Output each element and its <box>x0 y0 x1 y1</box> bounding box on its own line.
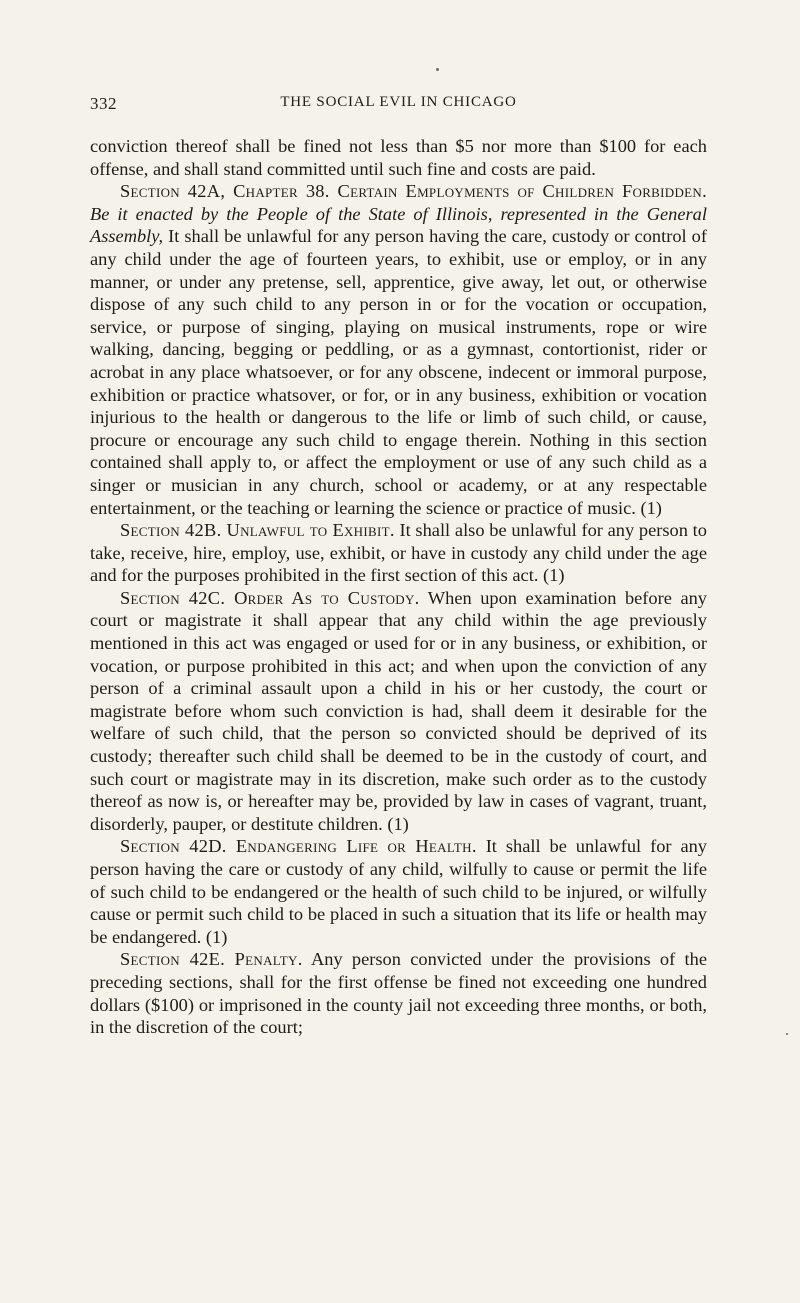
paragraph-continuation <box>90 135 707 180</box>
paragraph-section-42e <box>90 948 707 1038</box>
enacting-clause: Be it enacted by the People of the State of Illinois, represented in the General Assembly, <box>90 203 707 247</box>
paragraph-text: It shall be unlawful for any person having the care or custody of any child, wilfully to cause or permit the life of such child to be endangered or the health of such child to be injured, or wilfully cause or permit such child to be placed in such a situation that its life or health may be endangered. (1) <box>90 836 707 947</box>
running-head <box>90 94 707 118</box>
section-heading: Section 42E. Penalty. <box>120 949 303 970</box>
paragraph-section-42a <box>90 180 707 519</box>
running-title: THE SOCIAL EVIL IN CHICAGO <box>280 94 517 110</box>
page-number: 332 <box>90 94 117 113</box>
section-heading: Section 42B. Unlawful to Exhibit. <box>120 520 395 541</box>
paragraph-text: It shall also be unlawful for any person to take, receive, hire, employ, use, exhibit, or have in custody any child under the age and for the purposes prohibited in the first section of this act. (1) <box>90 520 707 586</box>
section-heading: Section 42D. Endangering Life or Health. <box>120 836 477 857</box>
section-heading: Section 42A, Chapter 38. Certain Employments of Children Forbidden. <box>120 181 707 202</box>
section-heading: Section 42C. Order As to Custody. <box>120 587 420 608</box>
body-text <box>90 135 707 1039</box>
paragraph-text: Any person convicted under the provisions of the preceding sections, shall for the first offense be fined not exceeding one hundred dollars ($100) or imprisoned in the county jail not exceeding three months, or both, in the discretion of the court; <box>90 949 707 1038</box>
print-speck <box>436 68 439 71</box>
paragraph-section-42b <box>90 519 707 587</box>
paragraph-section-42d <box>90 835 707 948</box>
paragraph-text: When upon examination before any court or magistrate it shall appear that any child within the age previously mentioned in this act was engaged or used for or in any business, or exhibition, or vocation, or purpose prohibited in this act; and when upon the conviction of any person of a criminal assault upon a child in his or her custody, the court or magistrate before whom such conviction is had, shall deem it desirable for the welfare of such child, that the person so convicted should be deprived of its custody; thereafter such child shall be deemed to be in the custody of court, and such court or magistrate may in its discretion, make such order as to the custody thereof as now is, or hereafter may be, provided by law in cases of vagrant, truant, disorderly, pauper, or destitute children. (1) <box>90 587 707 834</box>
paragraph-text: It shall be unlawful for any person having the care, custody or control of any child under the age of fourteen years, to exhibit, use or employ, or in any manner, or under any pretense, sell, apprentice, give away, let out, or otherwise dispose of any such child to any person in or for the vocation or occupation, service, or purpose of singing, playing on musical instruments, rope or wire walking, dancing, begging or peddling, or as a gymnast, contortionist, rider or acrobat in any place whatsoever, or for any obscene, indecent or immoral purpose, exhibition or practice whatsover, or for, or in any business, exhibition or vocation injurious to the health or dangerous to the life or limb of such child, or cause, procure or encourage any such child to engage therein. Nothing in this section contained shall apply to, or affect the employment or use of any such child as a singer or musician in any church, school or academy, or at any respectable entertainment, or the teaching or learning the science or practice of music. (1) <box>90 226 707 518</box>
paragraph-text: conviction thereof shall be fined not less than $5 nor more than $100 for each offense, and shall stand committed until such fine and costs are paid. <box>90 136 707 179</box>
print-speck <box>786 1033 788 1035</box>
paragraph-section-42c <box>90 587 707 836</box>
